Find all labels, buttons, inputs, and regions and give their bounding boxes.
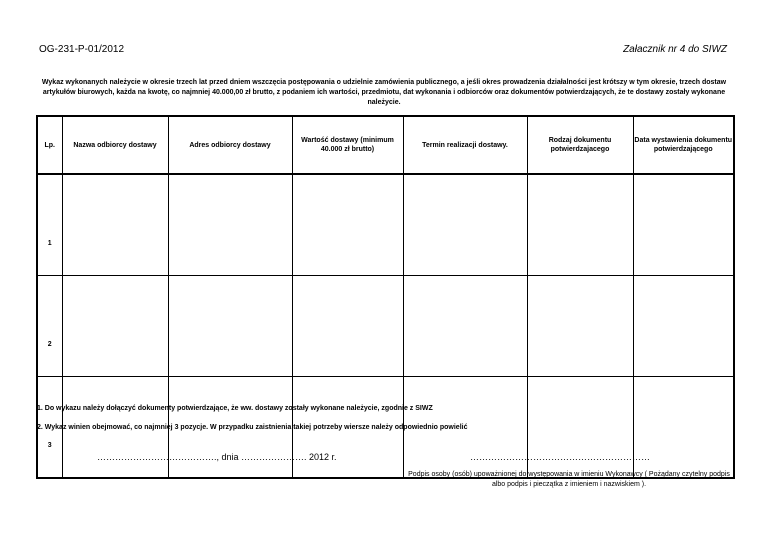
document-number: OG-231-P-01/2012 bbox=[39, 44, 125, 55]
note-attach-documents: 1. Do wykazu należy dołączyć dokumenty potwierdzające, że ww. dostawy zostały wykonane należycie, zgodnie z SIWZ bbox=[37, 405, 433, 412]
attachment-label: Załacznik nr 4 do SIWZ bbox=[623, 44, 727, 55]
table-cell[interactable] bbox=[62, 276, 168, 377]
place-date-line: …………………………………., dnia …………………. 2012 r. bbox=[97, 452, 337, 462]
column-header-document-date: Data wystawienia dokumentu potwierdzającego bbox=[633, 116, 734, 174]
table-row bbox=[37, 174, 734, 276]
table-cell[interactable] bbox=[62, 174, 168, 276]
column-header-recipient-name: Nazwa odbiorcy dostawy bbox=[62, 116, 168, 174]
table-cell[interactable] bbox=[403, 276, 527, 377]
column-header-document-type: Rodzaj dokumentu potwierdzajacego bbox=[527, 116, 633, 174]
intro-text: Wykaz wykonanych należycie w okresie trzech lat przed dniem wszczęcia postępowania o udzielnie zamówienia publicznego, a jeśli okres prowadzenia działalności jest krótszy w tym okresie, trzech dostaw artykułów biurowych, każda na kwotę, co najmniej 40.000,00 zł brutto, z podaniem ich wartości, przedmiotu, dat wykonania i odbiorców oraz dokumentów potwierdzających, że te dostawy zostały wykonane należycie. bbox=[41, 79, 727, 106]
column-header-recipient-address: Adres odbiorcy dostawy bbox=[168, 116, 292, 174]
table-cell[interactable] bbox=[168, 276, 292, 377]
table-header-row bbox=[37, 116, 734, 174]
table-cell[interactable] bbox=[527, 377, 633, 479]
column-header-delivery-value: Wartość dostawy (minimum 40.000 zł brutto) bbox=[292, 116, 403, 174]
table-cell[interactable] bbox=[527, 174, 633, 276]
table-cell[interactable] bbox=[633, 174, 734, 276]
table-cell[interactable] bbox=[292, 276, 403, 377]
row-number: 3 bbox=[37, 377, 62, 479]
table-row bbox=[37, 276, 734, 377]
table-cell[interactable] bbox=[527, 276, 633, 377]
table-cell[interactable] bbox=[292, 174, 403, 276]
signature-caption: Podpis osoby (osób) upoważnionej do występowania w imieniu Wykonawcy ( Pożądany czytelny podpis albo podpis i pieczątka z imieniem i nazwiskiem ). bbox=[408, 471, 730, 488]
note-minimum-positions: 2. Wykaz winien obejmować, co najmniej 3 pozycje. W przypadku zaistnienia takiej potrzeby wiersze należy odpowiednio powielić bbox=[37, 424, 468, 431]
row-number: 1 bbox=[37, 174, 62, 276]
signature-line: …………………………………………………… bbox=[470, 452, 650, 462]
table-cell[interactable] bbox=[403, 174, 527, 276]
table-cell[interactable] bbox=[633, 276, 734, 377]
row-number: 2 bbox=[37, 276, 62, 377]
table-cell[interactable] bbox=[168, 174, 292, 276]
table-cell[interactable] bbox=[633, 377, 734, 479]
column-header-delivery-date: Termin realizacji dostawy. bbox=[403, 116, 527, 174]
column-header-lp: Lp. bbox=[37, 116, 62, 174]
